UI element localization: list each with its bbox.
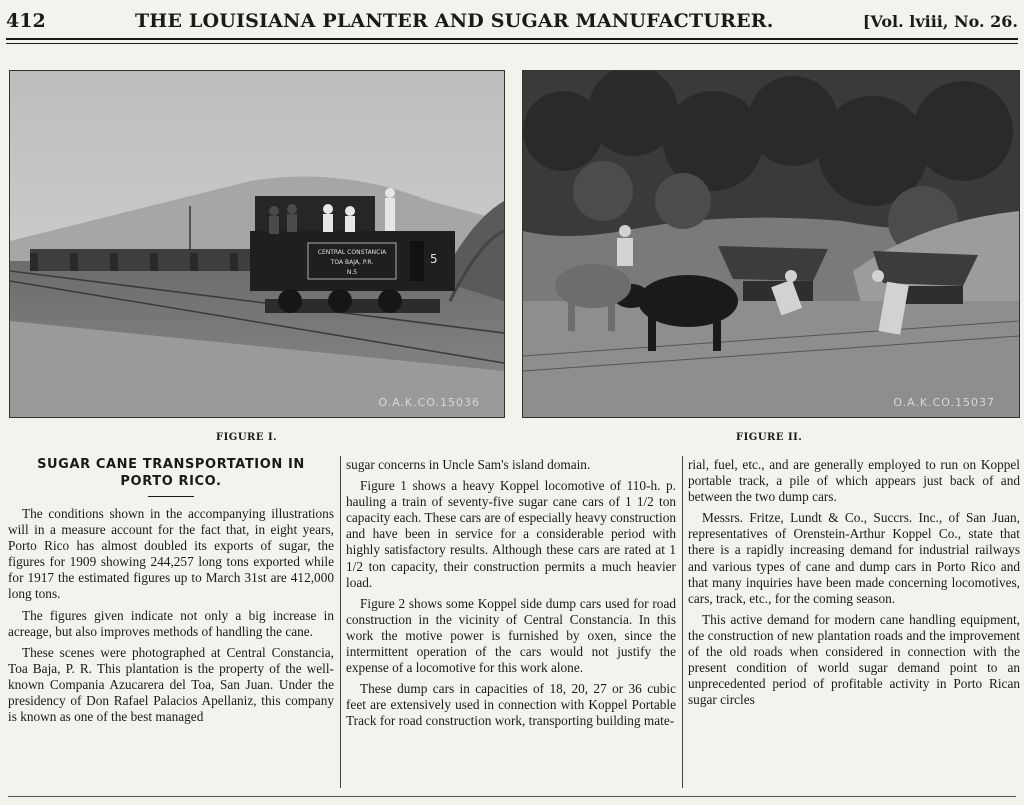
figure-2-caption: FIGURE II.	[736, 432, 803, 443]
paragraph: These dump cars in capacities of 18, 20, 27 or 36 cubic feet are extensively used in connection with Koppel Portable Track for road construction work, transporting building mate-	[346, 681, 676, 729]
locomotive-train-image	[10, 71, 504, 417]
article-column-1	[8, 452, 334, 792]
figure-1-photo	[9, 70, 505, 418]
article-title-line-2: PORTO RICO.	[120, 474, 222, 489]
locomotive-plate-line-1: CENTRAL CONSTANCIA	[317, 249, 387, 256]
header-rule-thin	[6, 43, 1018, 44]
volume-info: [Vol. lviii, No. 26.	[862, 11, 1018, 31]
locomotive-number: 5	[430, 252, 438, 266]
paragraph: Messrs. Fritze, Lundt & Co., Succrs. Inc., of San Juan, representatives of Orenstein-Arthur Koppel Co., state that there is a rapidly increasing demand for industrial railways and various types of cane and dump cars in Porto Rico and that many inquiries have been made concerning locomotives, cars, track, etc., for the coming season.	[688, 510, 1020, 606]
article-title	[8, 456, 334, 490]
title-divider	[148, 496, 194, 497]
paragraph: rial, fuel, etc., and are generally employed to run on Koppel portable track, a pile of which appears just back of and between the two dump cars.	[688, 457, 1020, 505]
figure-2-credit: O.A.K.CO.15037	[893, 396, 995, 409]
figure-1-caption: FIGURE I.	[216, 432, 278, 443]
paragraph: The figures given indicate not only a big increase in acreage, but also improves methods of handling the cane.	[8, 607, 334, 639]
column-divider	[682, 456, 683, 788]
paragraph: This active demand for modern cane handling equipment, the construction of new plantation roads and the improvement of the old roads when considered in connection with the present condition of world sugar demand point to an unprecedented period of profitable activity in Porto Rican sugar circles	[688, 611, 1020, 708]
page-number: 412	[6, 10, 46, 32]
paragraph: sugar concerns in Uncle Sam's island domain.	[346, 457, 591, 472]
page-header	[6, 6, 1018, 36]
locomotive-plate-line-2: TOA BAJA, P.R.	[330, 259, 374, 266]
article-column-2	[346, 457, 676, 797]
paragraph: These scenes were photographed at Central Constancia, Toa Baja, P. R. This plantation is the property of the well-known Compania Azucarera del Toa, San Juan. Under the presidency of Don Rafael Palacios Apellaniz, this company is known as one of the best managed	[8, 644, 334, 725]
oxen-dump-cars-image	[523, 71, 1019, 417]
journal-title: THE LOUISIANA PLANTER AND SUGAR MANUFACTURER.	[134, 10, 774, 32]
figure-1-credit: O.A.K.CO.15036	[378, 396, 480, 409]
paragraph: Figure 1 shows a heavy Koppel locomotive of 110-h. p. hauling a train of seventy-five sugar cane cars of 1 1/2 ton capacity each. These cars are of especially heavy construction and have been in service for a considerable period with highly satisfactory results. Although these cars are rated at 1 1/2 ton capacity, their construction permits a much heavier load.	[346, 478, 676, 590]
paragraph: The conditions shown in the accompanying illustrations will in a measure account for the fact that, in eight years, Porto Rico has almost doubled its exports of sugar, the figures for 1909 showing 244,257 long tons exported while for 1917 the estimated figures up to March 31st are 412,000 long tons.	[8, 506, 334, 602]
article-title-line-1: SUGAR CANE TRANSPORTATION IN	[37, 457, 305, 472]
figure-2-photo	[522, 70, 1020, 418]
footer-rule	[8, 796, 1016, 797]
header-rule-thick	[6, 38, 1018, 40]
column-divider	[340, 456, 341, 788]
locomotive-plate-line-3: N.5	[346, 269, 358, 276]
article-column-3	[688, 457, 1020, 797]
paragraph: Figure 2 shows some Koppel side dump cars used for road construction in the vicinity of Central Constancia. In this work the motive power is furnished by oxen, since the intermittent operation of the cars would not justify the expense of a locomotive for this work alone.	[346, 595, 676, 676]
